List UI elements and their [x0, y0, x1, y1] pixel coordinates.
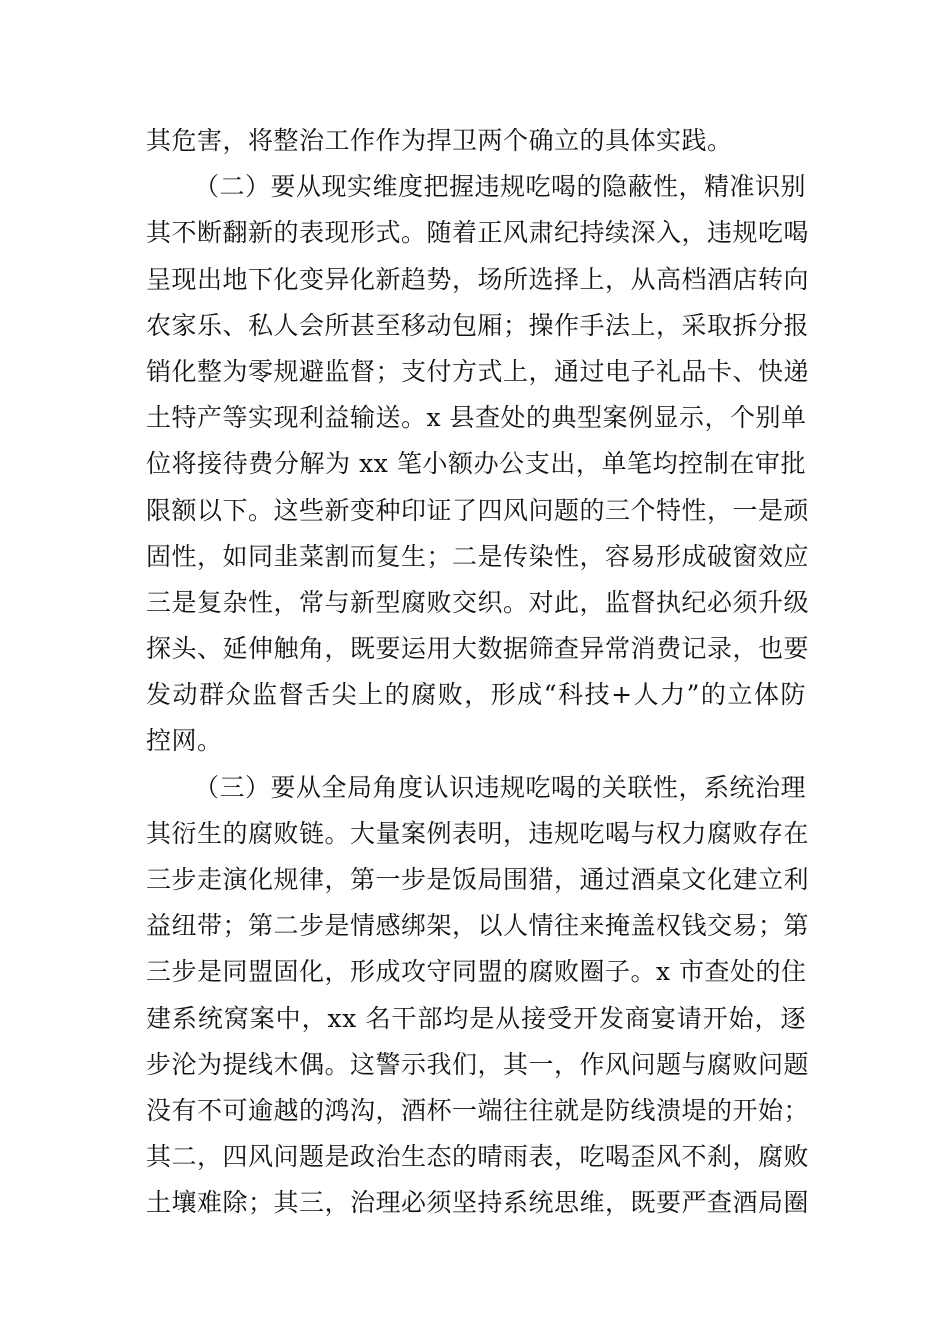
body-text: [146, 118, 810, 1227]
paragraph-start-line: （二）要从现实维度把握违规吃喝的隐蔽性，精准识别: [194, 172, 807, 202]
text-line: 三步是同盟固化，形成攻守同盟的腐败圈子。x 市查处的住: [146, 957, 807, 987]
text-line: 其危害，将整治工作作为捍卫两个确立的具体实践。: [146, 126, 733, 155]
text-line: 控网。: [146, 726, 223, 756]
text-line: 土特产等实现利益输送。x 县查处的典型案例显示，个别单: [146, 403, 807, 433]
text-line: 其二，四风问题是政治生态的晴雨表，吃喝歪风不刹，腐败: [146, 1142, 810, 1172]
text-line: 土壤难除；其三，治理必须坚持系统思维，既要严查酒局圈: [146, 1188, 810, 1218]
text-line: 限额以下。这些新变种印证了四风问题的三个特性，一是顽: [146, 495, 810, 525]
text-line: 益纽带；第二步是情感绑架，以人情往来掩盖权钱交易；第: [146, 911, 810, 941]
text-line: 其不断翻新的表现形式。随着正风肃纪持续深入，违规吃喝: [146, 218, 810, 248]
text-line: 探头、延伸触角，既要运用大数据筛查异常消费记录，也要: [146, 634, 810, 664]
text-line: 农家乐、私人会所甚至移动包厢；操作手法上，采取拆分报: [146, 310, 810, 340]
text-line: 没有不可逾越的鸿沟，酒杯一端往往就是防线溃堤的开始；: [146, 1095, 810, 1125]
text-line: 步沦为提线木偶。这警示我们，其一，作风问题与腐败问题: [146, 1049, 810, 1079]
paragraph-start-line: （三）要从全局角度认识违规吃喝的关联性，系统治理: [194, 772, 807, 802]
text-line: 位将接待费分解为 xx 笔小额办公支出，单笔均控制在审批: [146, 449, 806, 479]
text-line: 三是复杂性，常与新型腐败交织。对此，监督执纪必须升级: [146, 587, 810, 617]
text-line: 呈现出地下化变异化新趋势，场所选择上，从高档酒店转向: [146, 264, 810, 294]
text-line: 固性，如同韭菜割而复生；二是传染性，容易形成破窗效应: [146, 541, 810, 571]
text-line: 发动群众监督舌尖上的腐败，形成“科技+人力”的立体防: [146, 680, 806, 710]
text-line: 三步走演化规律，第一步是饭局围猎，通过酒桌文化建立利: [146, 865, 810, 894]
text-line: 销化整为零规避监督；支付方式上，通过电子礼品卡、快递: [146, 356, 810, 386]
text-line: 其衍生的腐败链。大量案例表明，违规吃喝与权力腐败存在: [146, 818, 810, 848]
text-line: 建系统窝案中，xx 名干部均是从接受开发商宴请开始，逐: [146, 1003, 806, 1033]
